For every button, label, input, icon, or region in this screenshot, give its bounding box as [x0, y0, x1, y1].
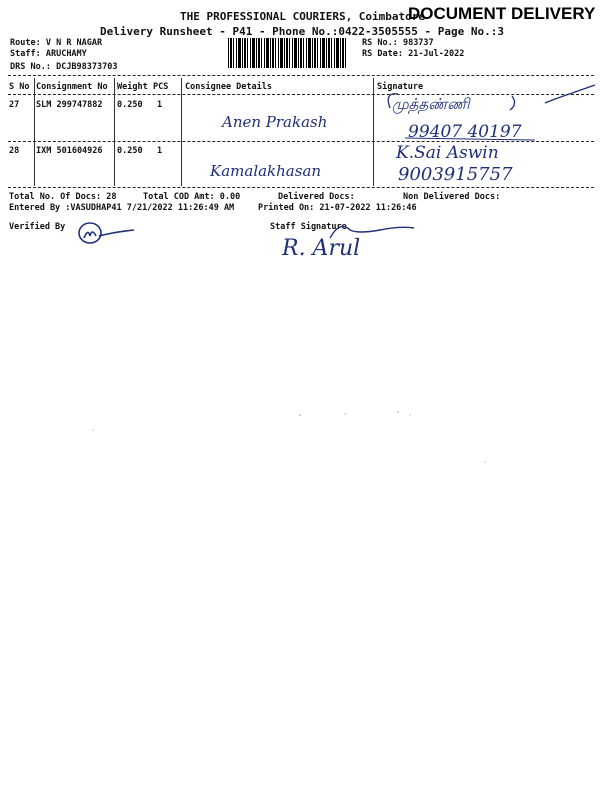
- row-phone-handwriting: 9003915757: [398, 164, 513, 185]
- rs-date-label: RS Date:: [362, 49, 403, 59]
- runsheet-subtitle: Delivery Runsheet - P41 - Phone No.:0422-3505555 - Page No.:3: [100, 25, 504, 38]
- col-header-weight: Weight: [117, 82, 148, 92]
- col-header-sno: S No: [9, 82, 30, 92]
- col-header-signature: Signature: [377, 82, 424, 92]
- route-value: V N R NAGAR: [45, 38, 103, 48]
- total-cod-label: Total COD Amt:: [143, 192, 215, 202]
- staff-value: ARUCHAMY: [45, 49, 87, 59]
- row-consignee-handwriting: Anen Prakash: [222, 113, 328, 131]
- route-label: Route:: [10, 38, 41, 48]
- total-docs-label: Total No. Of Docs:: [9, 192, 102, 202]
- row-sno: 28: [9, 146, 20, 156]
- col-header-consignment: Consignment No: [36, 82, 108, 92]
- row-pcs: 1: [157, 100, 163, 110]
- row-pcs: 1: [157, 146, 163, 156]
- verified-by-signature-icon: [79, 223, 134, 243]
- staff-signature-handwriting: R. Arul: [282, 236, 361, 261]
- non-delivered-docs-label: Non Delivered Docs:: [403, 192, 501, 202]
- row-weight: 0.250: [117, 100, 143, 110]
- delivered-docs-label: Delivered Docs:: [278, 192, 355, 202]
- rs-no-label: RS No.:: [362, 38, 398, 48]
- drs-value: DCJB98373703: [56, 62, 118, 72]
- row-signature-handwriting: முத்தண்ணி: [392, 95, 470, 113]
- staff-signature-label: Staff Signature: [270, 222, 347, 232]
- col-header-consignee: Consignee Details: [185, 82, 272, 92]
- staff-label: Staff:: [10, 49, 41, 59]
- entered-by-label: Entered By :: [9, 203, 71, 213]
- company-line: THE PROFESSIONAL COURIERS, Coimbatore: [180, 10, 426, 23]
- row-consignee-handwriting: Kamalakhasan: [210, 162, 322, 180]
- printed-on-value: 21-07-2022 11:26:46: [319, 203, 417, 213]
- printed-on-label: Printed On:: [258, 203, 315, 213]
- scan-noise: [92, 411, 486, 463]
- rs-no-value: 983737: [402, 38, 434, 48]
- total-cod-value: 0.00: [219, 192, 241, 202]
- row-consignment: SLM 299747882: [36, 100, 103, 110]
- total-docs-value: 28: [106, 192, 117, 202]
- row-signature-handwriting: K.Sai Aswin: [396, 143, 499, 163]
- document-delivery-stamp: DOCUMENT DELIVERY: [408, 4, 596, 23]
- col-header-pcs: PCS: [153, 82, 169, 92]
- phone-underline: [405, 138, 535, 140]
- entered-by-value: VASUDHAP41 7/21/2022 11:26:49 AM: [70, 203, 235, 213]
- drs-label: DRS No.:: [10, 62, 51, 72]
- verified-by-label: Verified By: [9, 222, 66, 232]
- signature-flourish-icon: [388, 85, 595, 110]
- row-consignment: IXM 501604926: [36, 146, 103, 156]
- row-weight: 0.250: [117, 146, 143, 156]
- row-phone-handwriting: 99407 40197: [408, 122, 522, 142]
- staff-signature-stroke-icon: [330, 226, 414, 238]
- rs-date-value: 21-Jul-2022: [408, 49, 465, 59]
- row-sno: 27: [9, 100, 20, 110]
